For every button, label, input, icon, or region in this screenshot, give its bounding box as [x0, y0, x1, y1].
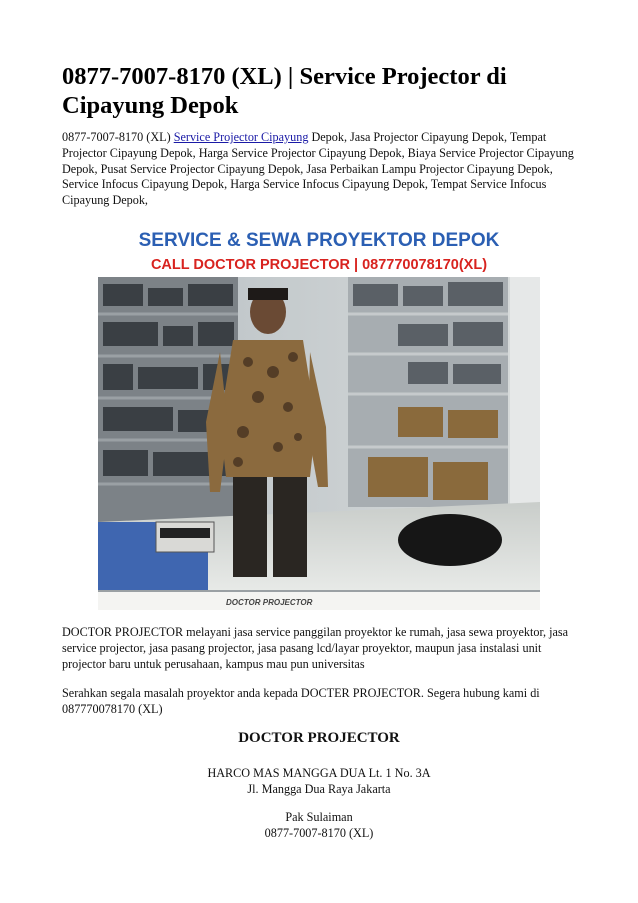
- shop-photo: [98, 222, 540, 610]
- intro-rest: Depok, Jasa Projector Cipayung Depok, Tempat Projector Cipayung Depok, Harga Service Projector Cipayung Depok, Biaya Service Projector Cipayung Depok, Pusat Service Projector Cipayung Depok, Jasa Perbaikan Lampu Projector Cipayung Depok, Service Infocus Cipayung Depok, Harga Service Infocus Cipayung Depok, Tempat Service Infocus Cipayung Depok,: [62, 130, 574, 208]
- contact-person: Pak Sulaiman: [285, 810, 353, 824]
- page-title: 0877-7007-8170 (XL) | Service Projector di Cipayung Depok: [62, 63, 507, 119]
- banner-call-prefix: CALL DOCTOR PROJECTOR |: [150, 257, 363, 273]
- banner-call: [151, 257, 487, 273]
- contact-address-line2: Jl. Mangga Dua Raya Jakarta: [247, 782, 391, 796]
- intro-prefix: 0877-7007-8170 (XL): [62, 130, 174, 144]
- banner-call-number: 087770078170: [362, 257, 459, 273]
- document-body: [62, 62, 576, 209]
- banner-title: SERVICE & SEWA PROYEKTOR DEPOK: [138, 230, 500, 251]
- contact-call-paragraph: Serahkan segala masalah proyektor anda kepada DOCTER PROJECTOR. Segera hubung kami di 087770078170 (XL): [62, 686, 540, 716]
- intro-paragraph: [62, 130, 576, 209]
- services-paragraph: DOCTOR PROJECTOR melayani jasa service panggilan proyektor ke rumah, jasa sewa proyektor, jasa service projector, jasa pasang projector, jasa pasang lcd/layar proyektor, maupun jasa instalasi unit projector baru untuk perusahaan, kampus mau pun universitas: [62, 625, 569, 671]
- service-projector-link[interactable]: Service Projector Cipayung: [173, 130, 309, 144]
- box-label: DOCTOR PROJECTOR: [226, 598, 313, 607]
- contact-address-line1: HARCO MAS MANGGA DUA Lt. 1 No. 3A: [207, 766, 431, 780]
- contact-brand: DOCTOR PROJECTOR: [238, 730, 400, 746]
- contact-phone: 0877-7007-8170 (XL): [264, 826, 374, 840]
- banner-call-suffix: (XL): [458, 257, 488, 273]
